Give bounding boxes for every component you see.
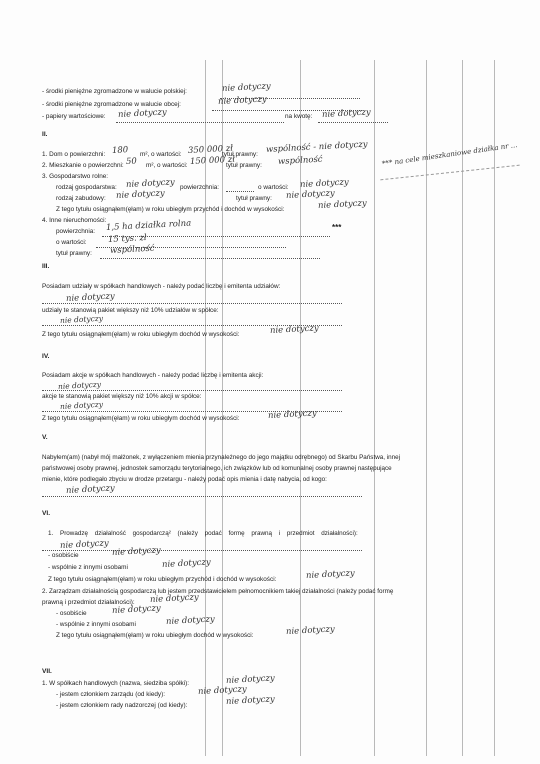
management-personal-label: - osobiście (56, 610, 87, 617)
scan-artifact (380, 165, 519, 181)
farm-buildings-label: rodzaj zabudowy: (56, 195, 106, 202)
stocks-income-label: Z tego tytułu osiągnąłem(ęłam) w roku ubiegłym dochód w wysokości: (42, 415, 240, 422)
scan-line (462, 60, 463, 756)
house-value-handwritten: 350 000 zł (187, 143, 234, 156)
cash-pln-label: - środki pieniężne zgromadzone w walucie polskiej: (42, 88, 187, 95)
flat-label: 2. Mieszkanie o powierzchni: (42, 162, 124, 169)
section-heading: III. (42, 263, 50, 270)
acquisition-handwritten: nie dotyczy (65, 483, 115, 496)
section-heading: VII. (42, 668, 52, 675)
other-value-label: o wartości: (56, 239, 87, 246)
stocks-label: Posiadam akcje w spółkach handlowych - należy podać liczbę i emitenta akcji: (42, 372, 264, 379)
farm-type-label: rodzaj gospodarstwa: (56, 184, 117, 191)
stocks-10pct-handwritten: nie dotyczy (59, 399, 104, 411)
farm-label: 3. Gospodarstwo rolne: (42, 173, 109, 180)
other-title-label: tytuł prawny: (56, 250, 92, 257)
securities-amount-handwritten: nie dotyczy (321, 107, 371, 120)
business-income-label: Z tego tytułu osiągnąłem(ęłam) w roku ubiegłym przychód i dochód w wysokości: (48, 576, 277, 583)
securities-amount-label: na kwotę: (285, 113, 313, 120)
fill-line (42, 496, 362, 497)
section-heading: VI. (42, 510, 51, 517)
flat-value-label: m², o wartości: (146, 162, 188, 169)
management-handwritten: nie dotyczy (149, 592, 199, 605)
fill-line (42, 550, 362, 551)
scan-line (494, 60, 495, 756)
companies-label: 1. W spółkach handlowych (nazwa, siedziba spółki): (42, 680, 190, 687)
shares-handwritten: nie dotyczy (65, 291, 115, 304)
flat-title-handwritten: wspólność (277, 154, 323, 167)
house-label: 1. Dom o powierzchni: (42, 151, 106, 158)
stocks-income-handwritten: nie dotyczy (267, 408, 317, 421)
farm-value-label: o wartości: (258, 184, 289, 191)
cash-foreign-label: - środki pieniężne zgromadzone w walucie obcej: (42, 101, 181, 108)
supervisory-label: - jestem członkiem rady nadzorczej (od kiedy): (56, 702, 188, 709)
acquisition-text: państwowej osoby prawnej, jednostek samorządu terytorialnego, ich związków lub od komunalnej osoby prawnej następujące (42, 465, 392, 472)
farm-type-handwritten: nie dotyczy (125, 177, 175, 190)
cash-pln-handwritten: nie dotyczy (221, 81, 271, 94)
scan-line (374, 60, 375, 756)
management-joint-handwritten: nie dotyczy (165, 614, 215, 627)
business-income-handwritten: nie dotyczy (305, 568, 355, 581)
shares-income-label: Z tego tytułu osiągnąłem(ęłam) w roku ubiegłym dochód w wysokości: (42, 331, 240, 338)
house-value-label: m², o wartości: (140, 151, 182, 158)
business-joint-label: - wspólnie z innymi osobami (48, 564, 128, 571)
board-label: - jestem członkiem zarządu (od kiedy): (56, 691, 166, 698)
stocks-handwritten: nie dotyczy (57, 379, 102, 391)
cash-foreign-handwritten: nie dotyczy (217, 94, 267, 107)
management-label: prawną i przedmiot działalności): (42, 599, 135, 606)
fill-line (42, 303, 342, 304)
scan-line (426, 60, 427, 756)
securities-label: - papiery wartościowe: (42, 113, 106, 120)
supervisory-handwritten: nie dotyczy (225, 694, 275, 707)
margin-note-handwritten: *** na cele mieszkaniowe działka nr ... (381, 141, 518, 168)
management-label: 2. Zarządzam działalnością gospodarczą lub jestem przedstawicielem pełnomocnikiem takiej działalności (należy podać formę (42, 588, 394, 595)
stocks-10pct-label: akcje te stanowią pakiet większy niż 10% akcji w spółce: (42, 393, 202, 400)
fill-line (100, 258, 320, 259)
shares-label: Posiadam udziały w spółkach handlowych - należy podać liczbę i emitenta udziałów: (42, 283, 281, 290)
house-area-handwritten: 180 (111, 145, 129, 156)
business-personal-handwritten: nie dotyczy (111, 545, 161, 558)
house-title-label: tytuł prawny: (222, 151, 258, 158)
farm-income-handwritten: nie dotyczy (317, 198, 367, 211)
fill-line (226, 191, 254, 192)
management-income-handwritten: nie dotyczy (285, 624, 335, 637)
other-value-handwritten: 15 tys. zł (107, 232, 147, 245)
management-joint-label: - wspólnie z innymi osobami (56, 621, 136, 628)
securities-handwritten: nie dotyczy (117, 107, 167, 120)
business-handwritten: nie dotyczy (59, 538, 109, 551)
business-personal-label: - osobiście (48, 552, 79, 559)
section-heading: IV. (42, 353, 50, 360)
shares-10pct-label: udziały te stanowią pakiet większy niż 10% udziałów w spółce: (42, 307, 219, 314)
business-label: 1. Prowadzę działalność gospodarczą² (należy podać formę prawną i przedmiot działalności): (48, 530, 358, 537)
management-personal-handwritten: nie dotyczy (111, 603, 161, 616)
acquisition-text: Nabyłem(am) (nabył mój małżonek, z wyłączeniem mienia przynależnego do jego majątku odrębnego) od Skarbu Państwa, innej (42, 454, 401, 461)
shares-10pct-handwritten: nie dotyczy (59, 313, 104, 325)
shares-income-handwritten: nie dotyczy (269, 323, 319, 336)
management-income-label: Z tego tytułu osiągnąłem(ęłam) w roku ubiegłym dochód w wysokości: (56, 632, 254, 639)
farm-title-label: tytuł prawny: (236, 195, 272, 202)
farm-area-label: powierzchnia: (180, 184, 220, 191)
business-joint-handwritten: nie dotyczy (161, 557, 211, 570)
fill-line (116, 122, 284, 123)
board-handwritten: nie dotyczy (197, 684, 247, 697)
other-title-handwritten: wspólność (109, 243, 155, 256)
farm-title-handwritten: nie dotyczy (285, 188, 335, 201)
flat-title-label: tytuł prawny: (226, 162, 262, 169)
companies-handwritten: nie dotyczy (225, 673, 275, 686)
flat-value-handwritten: 150 000 zł (189, 154, 236, 167)
section-heading: II. (42, 131, 48, 138)
farm-buildings-handwritten: nie dotyczy (115, 188, 165, 201)
flat-area-handwritten: 50 (125, 156, 138, 167)
other-area-handwritten: 1,5 ha działka rolna (105, 218, 192, 233)
acquisition-text: mienie, które podlegało zbyciu w drodze przetargu - należy podać opis mienia i datę nabycia, od kogo: (42, 476, 327, 483)
other-stars: *** (332, 223, 342, 232)
fill-line (318, 122, 388, 123)
section-heading: V. (42, 434, 48, 441)
other-area-label: powierzchnia: (56, 228, 96, 235)
other-property-label: 4. Inne nieruchomości: (42, 217, 107, 224)
fill-line (42, 390, 342, 391)
farm-value-handwritten: nie dotyczy (299, 177, 349, 190)
house-title-handwritten: wspólność - nie dotyczy (265, 139, 368, 155)
farm-income-label: Z tego tytułu osiągnąłem(ęłam) w roku ubiegłym przychód i dochód w wysokości: (56, 206, 285, 213)
